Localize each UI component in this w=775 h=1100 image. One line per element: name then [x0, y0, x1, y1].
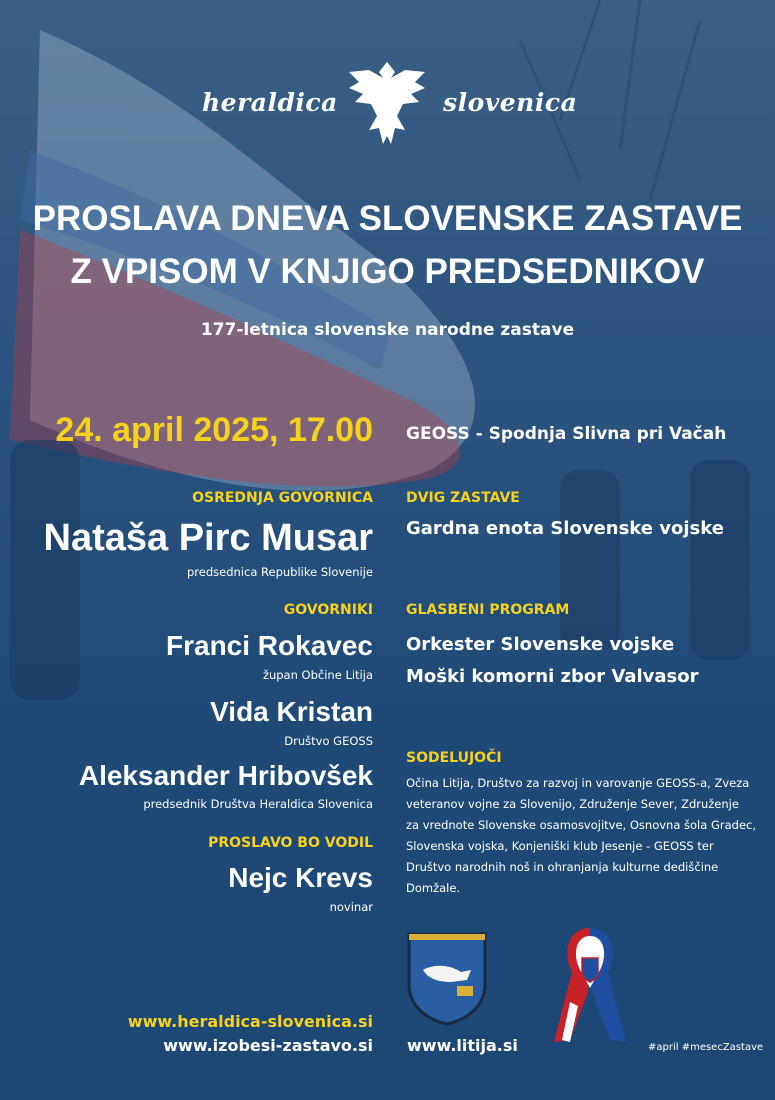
- logo-text-left: heraldica: [202, 88, 338, 117]
- soldier-silhouette: [560, 470, 620, 650]
- website-link-litija[interactable]: www.litija.si: [407, 1036, 518, 1055]
- logo-text-right: slovenica: [443, 88, 578, 117]
- participants-label: SODELUJOČI: [406, 750, 502, 766]
- participants-line: Očina Litija, Društvo za razvoj in varovanje GEOSS-a, Zveza: [406, 776, 750, 790]
- speakers-label: GOVORNIKI: [283, 602, 373, 618]
- participants-line: za vrednote Slovenske osamosvojitve, Osnovna šola Gradec,: [406, 818, 756, 832]
- participants-list: [406, 773, 766, 899]
- participants-line: Slovenska vojska, Konjeniški klub Jesenje - GEOSS ter: [406, 839, 714, 853]
- flag-raising-unit: Gardna enota Slovenske vojske: [406, 518, 724, 539]
- website-link-heraldica[interactable]: www.heraldica-slovenica.si: [127, 1012, 373, 1031]
- page-title-line2: Z VPISOM V KNJIGO PREDSEDNIKOV: [70, 252, 705, 291]
- speaker-role: župan Občine Litija: [262, 668, 373, 682]
- main-speaker-role: predsednica Republike Slovenije: [187, 565, 373, 579]
- event-location: GEOSS - Spodnja Slivna pri Vačah: [406, 424, 727, 444]
- speaker-role: Društvo GEOSS: [284, 734, 373, 748]
- host-name: Nejc Krevs: [228, 862, 373, 893]
- speaker-name: Franci Rokavec: [166, 630, 373, 661]
- eagle-emblem-icon: [345, 58, 429, 150]
- speaker-name: Vida Kristan: [210, 696, 373, 727]
- hashtags: #april #mesecZastave: [648, 1042, 764, 1053]
- page-title-line1: PROSLAVA DNEVA SLOVENSKE ZASTAVE: [32, 199, 743, 238]
- speaker-role: predsednik Društva Heraldica Slovenica: [143, 797, 373, 811]
- music-item: Orkester Slovenske vojske: [406, 634, 675, 655]
- subtitle: 177-letnica slovenske narodne zastave: [200, 320, 575, 340]
- host-role: novinar: [329, 900, 373, 914]
- soldier-silhouette: [10, 440, 80, 700]
- website-link-izobesi[interactable]: www.izobesi-zastavo.si: [163, 1036, 373, 1055]
- music-label: GLASBENI PROGRAM: [406, 602, 570, 618]
- soldier-silhouette: [690, 460, 750, 660]
- event-date-time: 24. april 2025, 17.00: [55, 411, 373, 449]
- speaker-name: Aleksander Hribovšek: [78, 760, 373, 791]
- participants-line: veteranov vojne za Slovenijo, Združenje Sever, Združenje: [406, 797, 739, 811]
- litija-coat-of-arms-icon: [405, 930, 489, 1026]
- main-speaker-label: OSREDNJA GOVORNICA: [192, 490, 373, 506]
- music-item: Moški komorni zbor Valvasor: [406, 666, 699, 687]
- main-speaker-name: Nataša Pirc Musar: [43, 517, 373, 559]
- slovenian-ribbon-icon: [548, 922, 632, 1062]
- participants-line: Društvo narodnih noš in ohranjanja kulturne dediščine Domžale.: [406, 860, 719, 895]
- host-label: PROSLAVO BO VODIL: [208, 835, 373, 851]
- flag-raising-label: DVIG ZASTAVE: [406, 490, 520, 506]
